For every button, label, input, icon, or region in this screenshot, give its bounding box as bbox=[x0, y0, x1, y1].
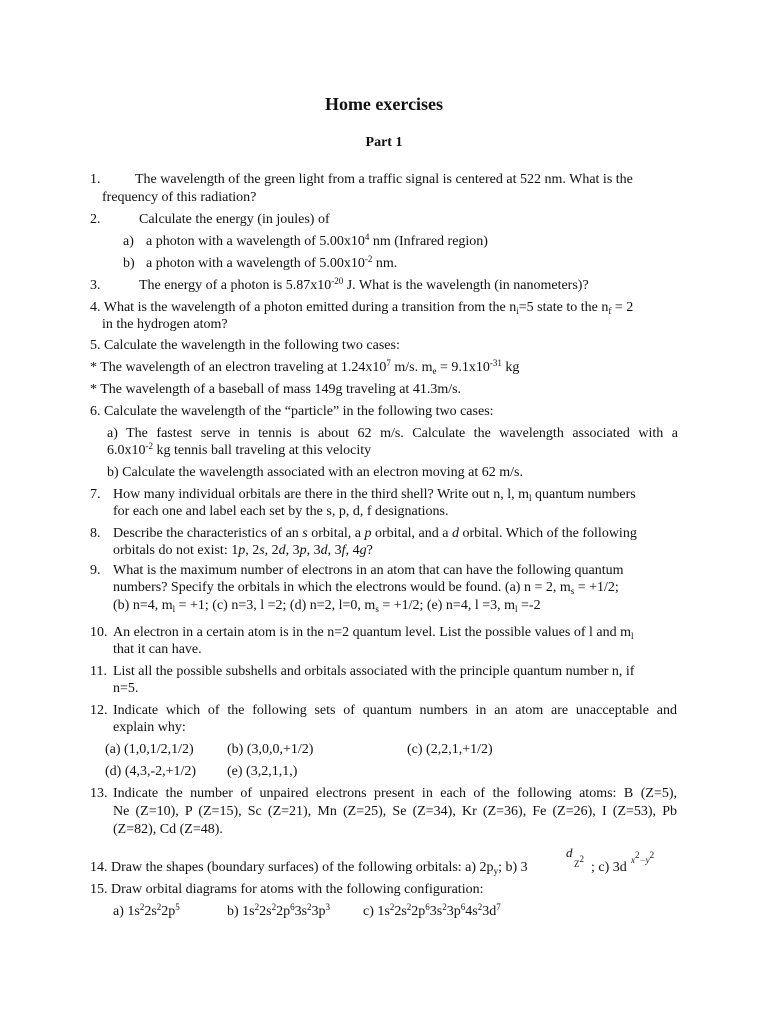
q6-a-line1: a) The fastest serve in tennis is about 62 m/s. Calculate the wavelength associated with a bbox=[107, 426, 678, 441]
q7-number: 7. bbox=[90, 487, 101, 502]
q10-number: 10. bbox=[90, 625, 108, 640]
q13-line2: Ne (Z=10), P (Z=15), Sc (Z=21), Mn (Z=25), Se (Z=34), Kr (Z=36), Fe (Z=26), I (Z=53), Pb bbox=[113, 804, 677, 819]
q8-line1: Describe the characteristics of an s orbital, a p orbital, and a d orbital. Which of the following bbox=[113, 526, 637, 541]
q15-config-a: a) $1s^22s^22p^5$ bbox=[113, 902, 180, 919]
q12-option-a: (a) (1,0,1/2,1/2) bbox=[105, 742, 194, 757]
q2-a-text: a photon with a wavelength of $5.00x10^4$ nm (Infrared region) bbox=[146, 232, 488, 249]
q9-line3: (b) n=4, $m_l = +1$; (c) n=3, l =2; (d) n=2, l=0, $m_s = +1/2$; (e) n=4, l =3, $m_l =-2$ bbox=[113, 598, 541, 614]
q13-line3: (Z=82), Cd (Z=48). bbox=[113, 822, 223, 837]
q7-line1: How many individual orbitals are there in the third shell? Write out n, l, $m_l$ quantum numbers bbox=[113, 487, 636, 503]
q15-config-c: c) $1s^22s^22p^63s^23p^64s^23d^7$ bbox=[363, 902, 501, 919]
q14-line: 14. Draw the shapes (boundary surfaces) of the following orbitals: a) $2p_y$; b) 3 bbox=[90, 860, 528, 876]
q3-text: The energy of a photon is $5.87x10^{-20}$ J. What is the wavelength (in nanometers)? bbox=[139, 276, 589, 293]
q14-d-symbol: d bbox=[566, 845, 573, 860]
q12-line2: explain why: bbox=[113, 720, 186, 735]
q11-number: 11. bbox=[90, 664, 107, 679]
q11-line2: n=5. bbox=[113, 681, 139, 696]
q14-x2-y2: $x^2-y^2$ bbox=[631, 850, 655, 865]
q1-number: 1. bbox=[90, 172, 101, 187]
q10-line2: that it can have. bbox=[113, 642, 202, 657]
q9-line2: numbers? Specify the orbitals in which the electrons would be found. (a) n = 2, $m_s = +1/2$; bbox=[113, 580, 619, 596]
q2-a-label: a) bbox=[123, 234, 134, 249]
q10-line1: An electron in a certain atom is in the n=2 quantum level. List the possible values of l and $m_l$ bbox=[113, 625, 634, 641]
q15-config-b: b) $1s^22s^22p^63s^23p^3$ bbox=[227, 902, 331, 919]
q4-line1: 4. What is the wavelength of a photon emitted during a transition from the $n_i=5$ state to the $n_f = 2$ bbox=[90, 300, 634, 316]
q13-line1: Indicate the number of unpaired electrons present in each of the following atoms: B (Z=5), bbox=[113, 786, 677, 801]
q13-number: 13. bbox=[90, 786, 108, 801]
q3-number: 3. bbox=[90, 278, 101, 293]
q4-line2: in the hydrogen atom? bbox=[102, 317, 228, 332]
q1-line2: frequency of this radiation? bbox=[102, 190, 257, 205]
q9-number: 9. bbox=[90, 563, 101, 578]
q5-line1: 5. Calculate the wavelength in the following two cases: bbox=[90, 338, 400, 353]
q12-option-b: (b) (3,0,0,+1/2) bbox=[227, 742, 314, 757]
q2-b-text: a photon with a wavelength of $5.00x10^{-2}$ nm. bbox=[146, 254, 398, 271]
q2-line1: Calculate the energy (in joules) of bbox=[139, 212, 330, 227]
q12-option-c: (c) (2,2,1,+1/2) bbox=[407, 742, 493, 757]
q6-b: b) Calculate the wavelength associated with an electron moving at 62 m/s. bbox=[107, 465, 523, 480]
q6-line1: 6. Calculate the wavelength of the “particle” in the following two cases: bbox=[90, 404, 494, 419]
page-title: Home exercises bbox=[324, 94, 444, 114]
q12-option-d: (d) (4,3,-2,+1/2) bbox=[105, 764, 197, 779]
q12-option-e: (e) (3,2,1,1,) bbox=[227, 764, 298, 779]
q6-a-line2: $6.0x10^{-2}$ kg tennis ball traveling at this velocity bbox=[107, 441, 372, 458]
q15-line1: 15. Draw orbital diagrams for atoms with the following configuration: bbox=[90, 882, 484, 897]
q14-c: ; c) 3d bbox=[591, 860, 627, 875]
q11-line1: List all the possible subshells and orbitals associated with the principle quantum number n, if bbox=[113, 664, 635, 679]
q2-number: 2. bbox=[90, 212, 101, 227]
q7-line2: for each one and label each set by the s, p, d, f designations. bbox=[113, 504, 449, 519]
q8-line2: orbitals do not exist: 1p, 2s, 2d, 3p, 3d, 3f, 4g? bbox=[113, 543, 373, 558]
q8-number: 8. bbox=[90, 526, 101, 541]
q5-case2: * The wavelength of a baseball of mass 149g traveling at 41.3m/s. bbox=[90, 382, 462, 397]
q1-line1: The wavelength of the green light from a traffic signal is centered at 522 nm. What is the bbox=[135, 172, 633, 187]
q2-b-label: b) bbox=[123, 256, 135, 271]
q12-number: 12. bbox=[90, 703, 108, 718]
q14-dz2: $Z^2$ bbox=[574, 854, 584, 869]
part-heading: Part 1 bbox=[365, 135, 403, 150]
q5-case1: * The wavelength of an electron traveling at $1.24x10^7$ m/s. $m_e = 9.1x10^{-31}$ kg bbox=[90, 358, 520, 376]
q9-line1: What is the maximum number of electrons in an atom that can have the following quantum bbox=[113, 563, 624, 578]
q12-line1: Indicate which of the following sets of quantum numbers in an atom are unacceptable and bbox=[113, 703, 677, 718]
